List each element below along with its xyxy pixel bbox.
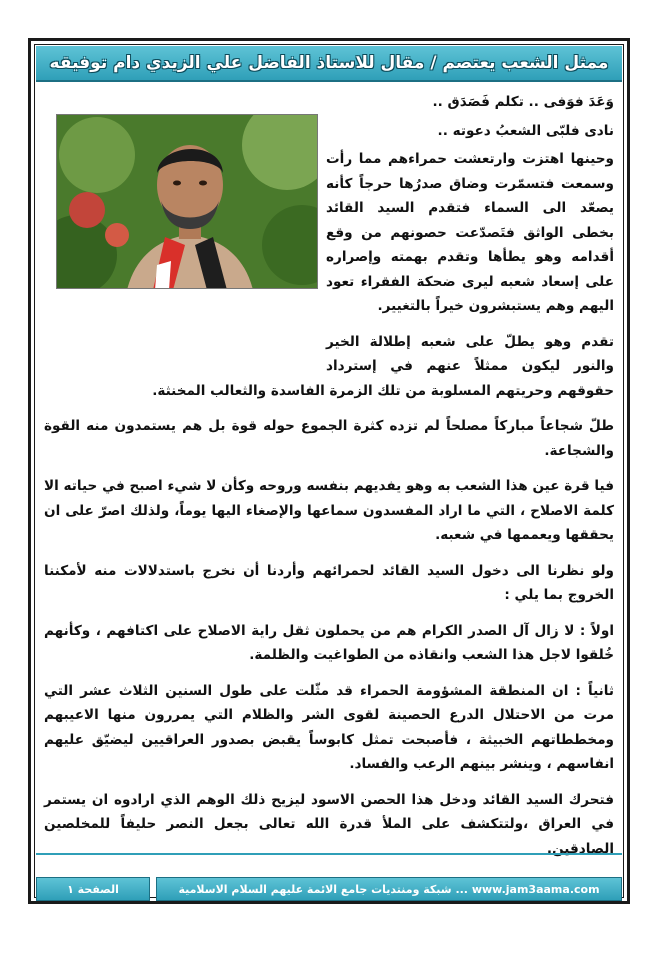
paragraph-10: فتحرك السيد القائد ودخل هذا الحصن الاسود ليزيح ذلك الوهم الذي ارادوه ان يستمر في العراق ،ولتتكشف على الملأ قدرة الله تعالى بجعل النصر حليفاً للمخلصين الصادقين. [44, 791, 614, 857]
page-number: الصفحة ١ [36, 877, 150, 901]
paragraph-2: نادى فلبّى الشعبُ دعوته .. [437, 122, 614, 139]
footer-website: شبكة ومنتديات جامع الائمة عليهم السلام الاسلامية ... www.jam3aama.com [156, 877, 622, 901]
paragraph-1: وَعَدَ فوَفى .. تكلم فَصَدَق .. [432, 94, 614, 110]
article-body [44, 90, 614, 872]
paragraph-6: فيا قرة عين هذا الشعب به وهو يفديهم بنفسه وروحه وكأن لا شيء اصبح في حياته الا كلمة الاصلاح ، التي ما اراد المفسدون سماعها والإصغاء اليها يوماً، ولذلك اصرّ على ان يحققها ويعممها في شعبه. [44, 478, 614, 543]
article-title: ممثل الشعب يعتصم / مقال للاستاذ الفاضل علي الزيدي دام توفيقه [49, 53, 609, 73]
footer-divider [36, 853, 622, 855]
title-banner [36, 46, 622, 82]
paragraph-9: ثانياً : ان المنطقة المشؤومة الحمراء قد مثّلت على طول السنين الثلاث عشر التي مرت من الاحتلال الدرع الحصينة لقوى الشر والظلام التي يمررون منها الاعيبهم ومخططاتهم الخبيثة ، فأصبحت تمثل كابوساً يقبض بصدور العراقيين ليضيّق عليهم انفاسهم ، وينشر بينهم الرعب والفساد. [44, 682, 614, 772]
paragraph-8: اولاً : لا زال آل الصدر الكرام هم من يحملون ثقل راية الاصلاح على اكتافهم ، وكأنهم خُلقوا لاجل هذا الشعب وانقاذه من الطواغيت والظلمة. [44, 622, 614, 663]
paragraph-4: تقدم وهو يطلّ على شعبه إطلالة الخير والنور ليكون ممثلاً عنهم في إسترداد حقوقهم وحريتهم المسلوبة من تلك الزمرة الفاسدة والثعالب المخنثة. [152, 333, 614, 399]
photo-float-space [44, 165, 326, 361]
paragraph-7: ولو نظرنا الى دخول السيد القائد لحمرائهم وأردنا أن نخرج باستدلالات منه لأمكننا الخروج بما يلي : [44, 562, 614, 603]
paragraph-3: وحينها اهتزت وارتعشت حمراءهم مما رأت وسمعت فتسمّرت وضاق صدرُها حرجاً كأنه يصعّد الى السماء فتقدم السيد القائد بخطى الواثق فتَصدّعت حصونهم من وقع أقدامه وهو يطأها وتقدم بهمته وإصراره على إسعاد شعبه ليرى ضحكة الفقراء تعود اليهم وهم يستبشرون خيراً بالتغيير. [326, 151, 614, 314]
paragraph-5: طلّ شجاعاً مباركاً مصلحاً لم تزده كثرة الجموع حوله قوة بل هم يستمدون منه القوة والشجاعة. [44, 418, 614, 459]
